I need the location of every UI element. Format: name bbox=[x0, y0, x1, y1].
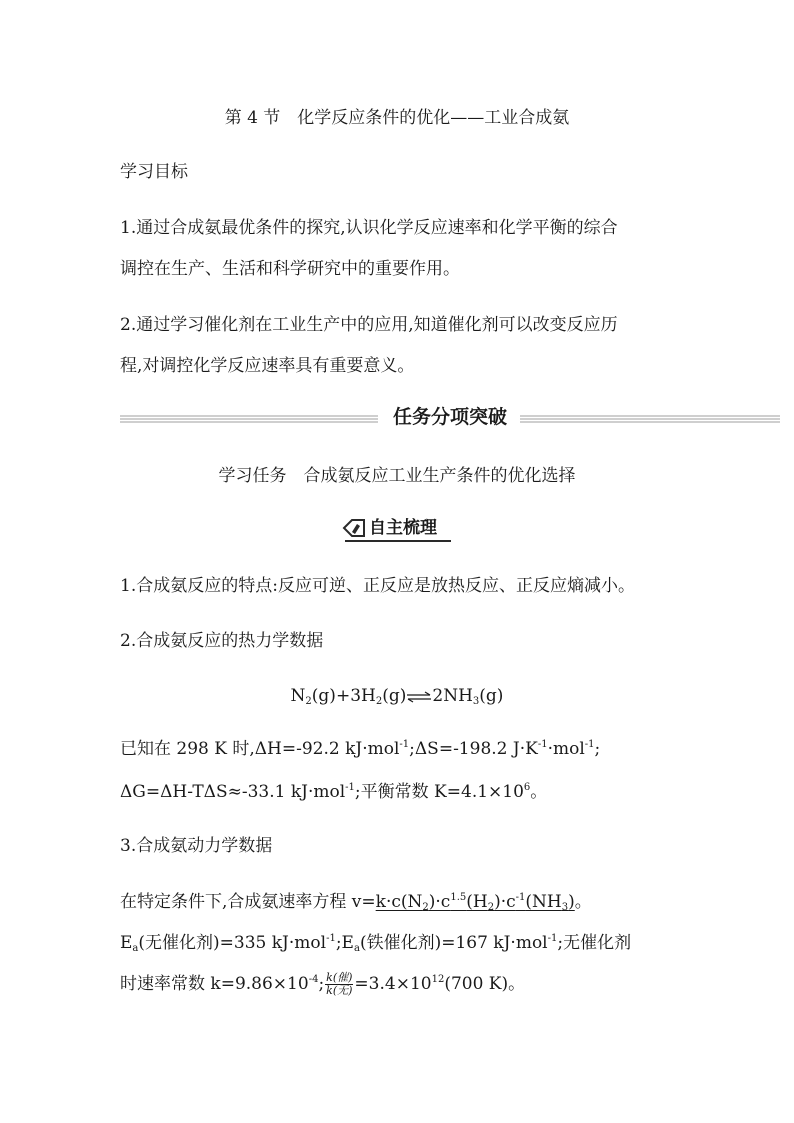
kinetics-line-1 bbox=[120, 890, 592, 914]
reaction-equation bbox=[0, 684, 794, 708]
rate-mid: )·c bbox=[428, 892, 451, 912]
eq-nh3: 2NH bbox=[432, 686, 473, 706]
kinetics-l2-a: (无催化剂)=335 kJ·mol bbox=[138, 933, 327, 953]
objectives-heading: 学习目标 bbox=[120, 162, 188, 182]
rate-sup2: -1 bbox=[515, 892, 526, 903]
eq-n2-state: (g)+3H bbox=[311, 686, 376, 706]
thermo-l2-c: 。 bbox=[530, 782, 548, 802]
rate-nh: (NH bbox=[525, 892, 562, 912]
banner-rule-left bbox=[120, 415, 378, 423]
point-1: 1.合成氨反应的特点:反应可逆、正反应是放热反应、正反应熵减小。 bbox=[120, 576, 635, 596]
kinetics-l2-b: ;E bbox=[335, 933, 354, 953]
thermo-l2-b: ;平衡常数 K=4.1×10 bbox=[354, 782, 524, 802]
eq-n2: N bbox=[290, 686, 306, 706]
kinetics-line-2 bbox=[120, 931, 631, 955]
rate-k: k·c(N bbox=[375, 892, 423, 912]
badge-underline bbox=[345, 540, 451, 542]
thermo-l1-b: ;ΔS=-198.2 J·K bbox=[409, 739, 538, 759]
rate-constant-ratio bbox=[325, 972, 353, 997]
kinetics-l2-sup1: -1 bbox=[326, 933, 336, 944]
rate-sup1: 1.5 bbox=[450, 892, 467, 903]
thermo-l1-sup2: -1 bbox=[537, 739, 548, 750]
kinetics-l3-sup2: 12 bbox=[431, 974, 445, 985]
ratio-denominator: k(无) bbox=[326, 984, 353, 997]
kinetics-l2-c: (铁催化剂)=167 kJ·mol bbox=[359, 933, 548, 953]
page-title: 第 4 节 化学反应条件的优化——工业合成氨 bbox=[224, 108, 570, 128]
thermo-l2-sup1: -1 bbox=[345, 782, 355, 793]
banner-title: 任务分项突破 bbox=[392, 406, 507, 428]
task-title: 学习任务 合成氨反应工业生产条件的优化选择 bbox=[218, 466, 576, 486]
kinetics-l3-sup1: -4 bbox=[308, 974, 319, 985]
thermo-line-2 bbox=[120, 780, 547, 804]
kinetics-l2-sup2: -1 bbox=[547, 933, 558, 944]
ea2-sub: a bbox=[353, 943, 360, 954]
thermo-l1-sup3: -1 bbox=[584, 739, 595, 750]
equilibrium-arrow-icon bbox=[406, 691, 432, 703]
ratio-numerator: k(催) bbox=[326, 971, 353, 984]
ea-sub: a bbox=[132, 943, 139, 954]
thermo-l1-c: ·mol bbox=[547, 739, 585, 759]
rate-n2-sub: 2 bbox=[422, 902, 429, 913]
objective-1-line-1: 1.通过合成氨最优条件的探究,认识化学反应速率和化学平衡的综合 bbox=[120, 218, 618, 238]
kinetics-l1-a: 在特定条件下,合成氨速率方程 v= bbox=[120, 892, 376, 912]
badge-label: 自主梳理 bbox=[369, 518, 437, 538]
thermo-l1-sup1: -1 bbox=[399, 739, 410, 750]
eq-h2-sub: 2 bbox=[375, 696, 383, 707]
eq-nh3-state: (g) bbox=[479, 686, 504, 706]
rate-h: (H bbox=[466, 892, 488, 912]
kinetics-l1-end: 。 bbox=[574, 892, 592, 912]
self-study-badge bbox=[341, 514, 451, 544]
rate-mid2: )·c bbox=[494, 892, 516, 912]
kinetics-l3-a: 时速率常数 k=9.86×10 bbox=[120, 974, 309, 994]
thermo-l1-d: ; bbox=[594, 739, 601, 759]
kinetics-l2-d: ;无催化剂 bbox=[557, 933, 632, 953]
rate-h2-sub: 2 bbox=[487, 902, 495, 913]
eq-n2-sub: 2 bbox=[305, 696, 312, 707]
pen-tag-icon bbox=[341, 516, 367, 540]
section-banner bbox=[120, 406, 780, 430]
objective-2-line-2: 程,对调控化学反应速率具有重要意义。 bbox=[120, 356, 415, 376]
kinetics-line-3 bbox=[120, 972, 525, 997]
objective-1-line-2: 调控在生产、生活和科学研究中的重要作用。 bbox=[120, 259, 460, 279]
rate-end: ) bbox=[568, 892, 575, 912]
thermo-l2-sup2: 6 bbox=[523, 782, 531, 793]
kinetics-l3-c: =3.4×10 bbox=[354, 974, 432, 994]
point-3: 3.合成氨动力学数据 bbox=[120, 836, 273, 856]
thermo-l2-a: ΔG=ΔH-TΔS≈-33.1 kJ·mol bbox=[120, 782, 346, 802]
ea-symbol: E bbox=[120, 933, 133, 953]
thermo-line-1 bbox=[120, 737, 600, 761]
objective-2-line-1: 2.通过学习催化剂在工业生产中的应用,知道催化剂可以改变反应历 bbox=[120, 315, 618, 335]
rate-equation bbox=[376, 892, 575, 912]
point-2: 2.合成氨反应的热力学数据 bbox=[120, 631, 324, 651]
kinetics-l3-b: ; bbox=[318, 974, 325, 994]
thermo-l1-a: 已知在 298 K 时,ΔH=-92.2 kJ·mol bbox=[120, 739, 400, 759]
eq-h2-state: (g) bbox=[382, 686, 407, 706]
kinetics-l3-d: (700 K)。 bbox=[444, 974, 526, 994]
rate-nh3-sub: 3 bbox=[561, 902, 569, 913]
eq-nh3-sub: 3 bbox=[472, 696, 480, 707]
banner-rule-right bbox=[520, 415, 780, 423]
